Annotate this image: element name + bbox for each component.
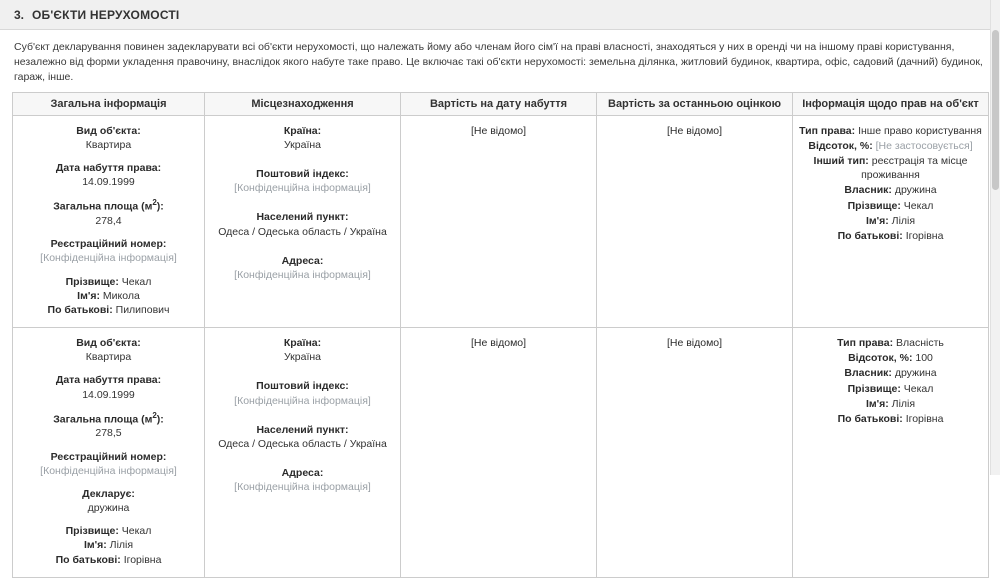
field-declared-by [19, 487, 198, 515]
label-object-type: Вид об'єкта: [76, 337, 141, 350]
value-address: [Конфіденційна інформація] [234, 481, 371, 494]
field-total-area [19, 198, 198, 228]
field-settlement [211, 210, 394, 238]
value-patronymic: Пилипович [115, 303, 170, 316]
value-owner: дружина [894, 184, 937, 197]
label-other-right-type: Інший тип: [813, 155, 869, 167]
label-owner-surname: Прізвище: [847, 382, 901, 395]
label-registration-number: Реєстраційний номер: [50, 450, 167, 463]
cell-rights-info [793, 115, 989, 327]
label-right-type: Тип права: [799, 124, 856, 137]
label-patronymic: По батькові: [55, 553, 121, 566]
column-header-location: Місцезнаходження [205, 92, 401, 115]
field-owner-first-name [799, 397, 982, 411]
field-first-name [19, 289, 198, 303]
value-total-area: 278,4 [95, 215, 122, 228]
label-owner-surname: Прізвище: [847, 199, 901, 212]
value-acquisition-date: 14.09.1999 [82, 176, 135, 189]
field-right-type [799, 336, 982, 350]
value-address: [Конфіденційна інформація] [234, 268, 371, 281]
field-object-type [19, 124, 198, 152]
label-declared-by: Декларує: [82, 487, 135, 500]
section-number: 3. [14, 7, 25, 22]
label-total-area-sup: 2 [152, 410, 157, 420]
value-surname: Чекал [121, 525, 152, 538]
label-first-name: Ім'я: [83, 539, 107, 552]
label-owner-first-name: Ім'я: [865, 397, 889, 410]
label-first-name: Ім'я: [77, 289, 100, 302]
value-owner-first-name: Лілія [891, 397, 916, 410]
field-first-name [19, 538, 198, 552]
label-total-area [19, 198, 198, 214]
field-address [211, 254, 394, 282]
field-owner-surname [799, 382, 982, 396]
section-title: ОБ'ЄКТИ НЕРУХОМОСТІ [32, 7, 180, 22]
field-surname [19, 275, 198, 289]
label-owner: Власник: [844, 184, 892, 197]
cell-location [205, 115, 401, 327]
field-object-type [19, 336, 198, 364]
scrollbar-thumb[interactable] [992, 30, 999, 190]
field-acquisition-date [19, 161, 198, 189]
column-header-cost-valuation: Вартість за останньою оцінкою [597, 92, 793, 115]
value-first-name: Микола [102, 289, 140, 302]
field-country [211, 124, 394, 152]
cell-location [205, 328, 401, 578]
value-right-type: Інше право користування [858, 124, 982, 137]
label-country: Країна: [283, 124, 322, 137]
cell-general-info [13, 328, 205, 578]
value-owner: дружина [894, 367, 937, 380]
value-owner-first-name: Лілія [891, 214, 916, 227]
value-country: Україна [283, 138, 322, 151]
value-other-right-type: реєстрація та місце проживання [861, 155, 968, 182]
field-owner-first-name [799, 214, 982, 228]
value-right-type: Власність [896, 337, 944, 350]
value-object-type: Квартира [85, 138, 132, 151]
field-registration-number [19, 450, 198, 478]
label-address: Адреса: [281, 254, 324, 267]
field-owner-surname [799, 199, 982, 213]
section-header [0, 0, 1000, 30]
label-registration-number: Реєстраційний номер: [50, 238, 167, 251]
value-right-percent: [Не застосовується] [875, 139, 973, 152]
field-owner-patronymic [799, 412, 982, 426]
label-right-percent: Відсоток, %: [808, 139, 873, 152]
value-acquisition-date: 14.09.1999 [82, 388, 135, 401]
field-patronymic [19, 553, 198, 567]
label-acquisition-date: Дата набуття права: [55, 374, 162, 387]
value-owner-patronymic: Ігорівна [905, 229, 944, 242]
cell-cost-acquisition: [Не відомо] [401, 328, 597, 578]
value-owner-surname: Чекал [903, 199, 934, 212]
value-declared-by: дружина [87, 502, 130, 515]
field-acquisition-date [19, 373, 198, 401]
column-header-cost-acquisition: Вартість на дату набуття [401, 92, 597, 115]
label-surname: Прізвище: [65, 525, 119, 538]
real-estate-table [12, 92, 989, 578]
field-patronymic [19, 303, 198, 317]
field-owner-patronymic [799, 229, 982, 243]
section-intro-text: Суб'єкт декларування повинен задекларувати всі об'єкти нерухомості, що належать йому або членам його сім'ї на праві власності, знаходяться у них в оренді чи на іншому праві користування, незалежно від форми укладення правочину, внаслідок якого набуте таке право. Це включає такі об'єкти нерухомості: земельна ділянка, житловий будинок, квартира, офіс, садовий (дачний) будинок, гараж, інше. [14, 41, 983, 84]
field-address [211, 466, 394, 494]
value-total-area: 278,5 [95, 427, 122, 440]
label-acquisition-date: Дата набуття права: [55, 162, 162, 174]
label-owner-patronymic: По батькові: [837, 412, 903, 425]
field-right-percent [799, 351, 982, 365]
label-right-percent: Відсоток, %: [848, 352, 913, 365]
label-object-type: Вид об'єкта: [76, 124, 141, 137]
label-postal-code: Поштовий індекс: [256, 168, 349, 180]
value-owner-surname: Чекал [903, 382, 934, 395]
cell-cost-valuation: [Не відомо] [597, 115, 793, 327]
label-settlement: Населений пункт: [256, 211, 349, 224]
page-scrollbar[interactable] [990, 0, 1000, 475]
value-registration-number: [Конфіденційна інформація] [40, 252, 177, 265]
cell-cost-valuation: [Не відомо] [597, 328, 793, 578]
label-address: Адреса: [281, 467, 324, 480]
label-owner-first-name: Ім'я: [865, 214, 889, 227]
label-owner: Власник: [844, 367, 892, 380]
table-row [13, 328, 989, 578]
cell-cost-acquisition: [Не відомо] [401, 115, 597, 327]
value-postal-code: [Конфіденційна інформація] [234, 394, 371, 407]
field-postal-code [211, 379, 394, 407]
value-country: Україна [283, 351, 322, 364]
label-total-area-text: Загальна площа (м [53, 200, 153, 213]
label-settlement: Населений пункт: [256, 423, 349, 436]
value-registration-number: [Конфіденційна інформація] [40, 464, 177, 477]
field-owner [799, 366, 982, 380]
value-first-name: Лілія [109, 539, 134, 552]
label-patronymic: По батькові: [47, 303, 113, 316]
label-total-area-end: ): [156, 413, 164, 426]
field-country [211, 336, 394, 364]
label-total-area-sup: 2 [152, 198, 157, 208]
value-owner-patronymic: Ігорівна [905, 412, 944, 425]
label-postal-code: Поштовий індекс: [256, 380, 349, 393]
cell-general-info [13, 115, 205, 327]
table-row [13, 115, 989, 327]
field-postal-code [211, 167, 394, 195]
field-total-area [19, 411, 198, 441]
field-registration-number [19, 237, 198, 265]
value-settlement: Одеса / Одеська область / Україна [218, 225, 387, 238]
column-header-rights: Інформація щодо прав на об'єкт [793, 92, 989, 115]
field-other-right-type [799, 154, 982, 182]
label-owner-patronymic: По батькові: [837, 229, 903, 242]
value-postal-code: [Конфіденційна інформація] [234, 182, 371, 195]
field-person-name [19, 524, 198, 567]
cell-rights-info [793, 328, 989, 578]
table-container [0, 92, 1000, 578]
label-surname: Прізвище: [65, 275, 119, 288]
column-header-general-info: Загальна інформація [13, 92, 205, 115]
table-header-row [13, 92, 989, 115]
value-patronymic: Ігорівна [123, 553, 162, 566]
field-right-percent [799, 139, 982, 153]
label-right-type: Тип права: [837, 337, 894, 350]
label-total-area [19, 411, 198, 427]
label-country: Країна: [283, 337, 322, 350]
value-object-type: Квартира [85, 351, 132, 364]
field-person-name [19, 275, 198, 318]
value-settlement: Одеса / Одеська область / Україна [218, 437, 387, 450]
field-settlement [211, 423, 394, 451]
field-right-type [799, 124, 982, 138]
field-surname [19, 524, 198, 538]
value-surname: Чекал [121, 275, 152, 288]
label-total-area-end: ): [156, 200, 164, 213]
field-owner [799, 183, 982, 197]
label-total-area-text: Загальна площа (м [53, 413, 153, 426]
value-right-percent: 100 [915, 352, 933, 365]
